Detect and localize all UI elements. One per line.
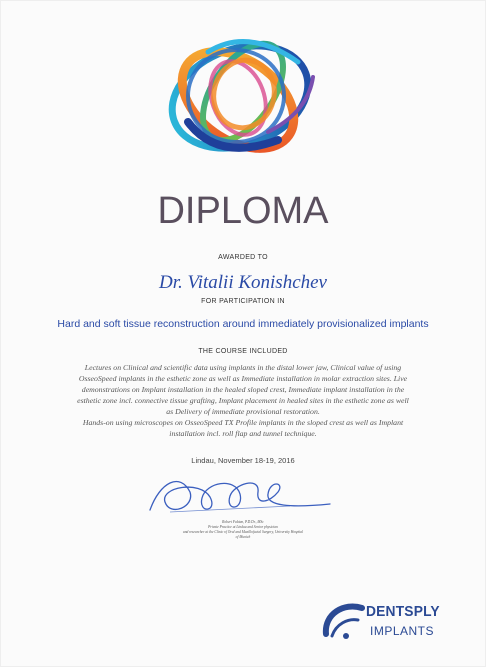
description-line: Hands-on using microscopes on OsseoSpeed TX Profile implants in the sloped crest as well as Implant [82,418,404,427]
participation-label: FOR PARTICIPATION IN [201,298,285,305]
place-date: Lindau, November 18-19, 2016 [191,456,295,465]
description-line: as Delivery of immediate provisional restoration. [166,407,320,416]
signer-info [150,520,336,540]
description-line: Lectures on Clinical and scientific data using implants in the distal lower jaw, Clinical value of using [84,363,402,372]
brand-name: DENTSPLY [366,603,440,620]
recipient-name: Dr. Vitalii Konishchev [159,272,327,293]
description-line: demonstrations on Implant installation in the healed sloped crest, Immediate implant installation in the [81,385,405,394]
swirl-logo-icon [148,22,328,172]
diploma-title: DIPLOMA [157,190,329,232]
description-line: installation incl. roll flap and tunnel technique. [169,429,317,438]
course-description [56,362,430,439]
signer-line: of Munich [235,535,251,539]
course-included-label: THE COURSE INCLUDED [198,348,288,355]
signer-line: and researcher at the Clinic of Oral and Maxillofacial Surgery, University Hospital [182,530,304,534]
description-line: esthetic zone incl. connective tissue grafting, Implant placement in healed sites in the esthetic zone as well [77,396,409,405]
signer-line: Robert Fabian, P.D.Dr., MSc [222,520,264,524]
course-title: Hard and soft tissue reconstruction around immediately provisionalized implants [57,318,429,330]
signature-image [140,462,340,522]
description-line: OsseoSpeed implants in the esthetic zone as well as Immediate installation in molar extraction sites. Live [78,374,408,383]
awarded-to-label: AWARDED TO [218,254,268,261]
signer-line: Private Practice at Lindau and Senior physician [208,525,278,529]
brand-sub: IMPLANTS [370,624,435,638]
